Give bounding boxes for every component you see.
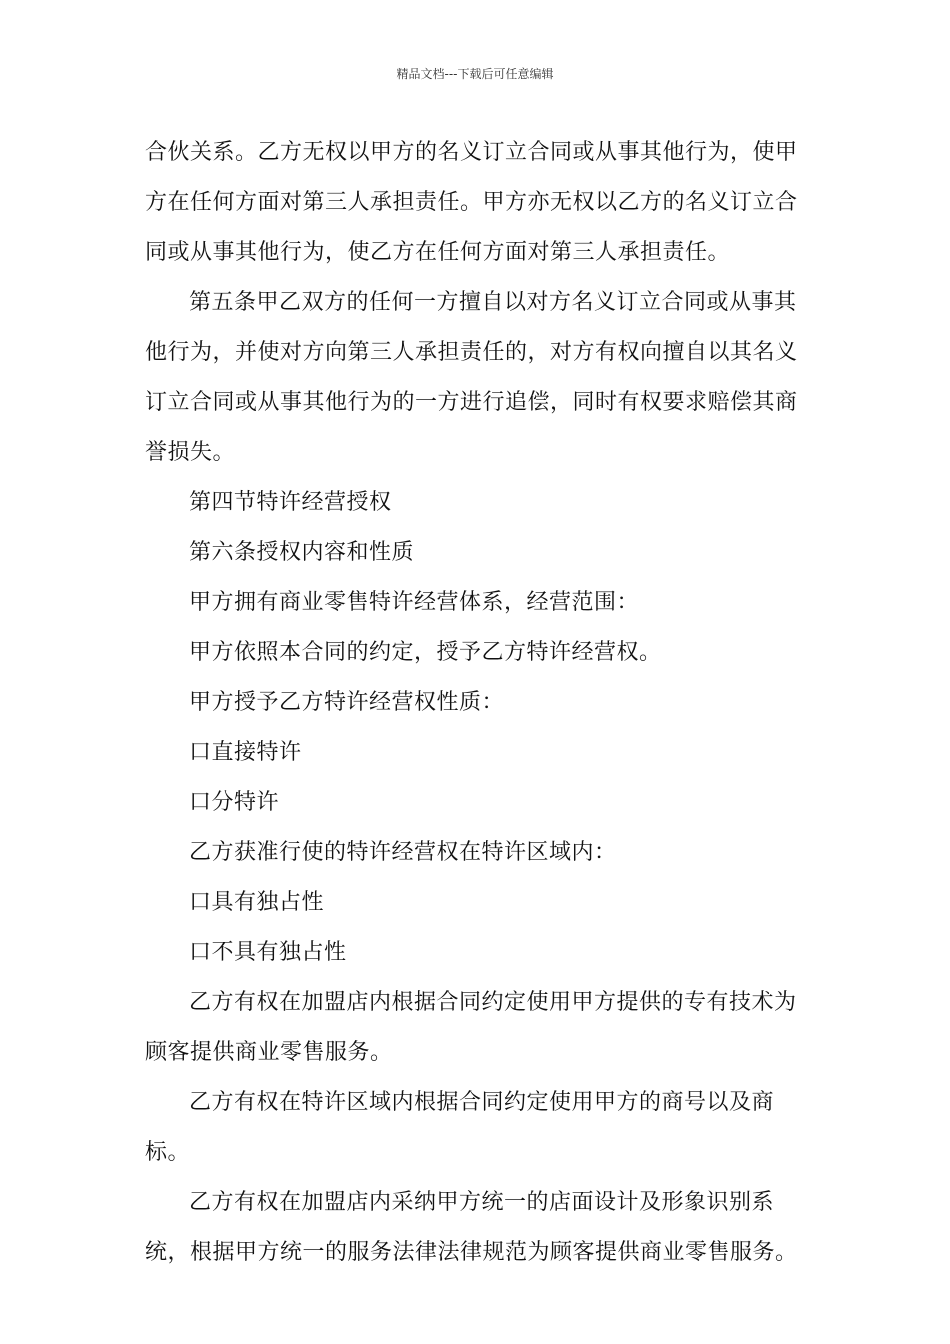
article-6-heading: 第六条授权内容和性质 [189,540,415,565]
paragraph-grant: 甲方依照本合同的约定，授予乙方特许经营权。 [189,640,662,665]
option-non-exclusive: 口不具有独占性 [189,940,347,965]
paragraph-article-5: 第五条甲乙双方的任何一方擅自以对方名义订立合同或从事其他行为，并使对方向第三人承担责任的，对方有权向擅自以其名义订立合同或从事其他行为的一方进行追偿，同时有权要求赔偿其商誉损失。 [145,290,798,465]
page-header: 精品文档---下载后可任意编辑 [396,67,554,81]
option-direct-franchise: 口直接特许 [189,740,302,765]
paragraph-1: 合伙关系。乙方无权以甲方的名义订立合同或从事其他行为，使甲方在任何方面对第三人承担责任。甲方亦无权以乙方的名义订立合同或从事其他行为，使乙方在任何方面对第三人承担责任。 [145,140,798,265]
paragraph-know-how: 乙方有权在加盟店内根据合同约定使用甲方提供的专有技术为顾客提供商业零售服务。 [145,990,797,1065]
paragraph-trademark: 乙方有权在特许区域内根据合同约定使用甲方的商号以及商标。 [145,1090,775,1165]
option-sub-franchise: 口分特许 [189,790,280,815]
paragraph-region: 乙方获准行使的特许经营权在特许区域内： [189,840,617,865]
paragraph-nature: 甲方授予乙方特许经营权性质： [189,690,505,715]
document-body [145,128,817,1278]
paragraph-store-design: 乙方有权在加盟店内采纳甲方统一的店面设计及形象识别系统，根据甲方统一的服务法律法律规范为顾客提供商业零售服务。 [145,1190,798,1265]
option-exclusive: 口具有独占性 [189,890,325,915]
paragraph-business-scope: 甲方拥有商业零售特许经营体系，经营范围： [189,590,640,615]
section-heading-4: 第四节特许经营授权 [189,490,392,515]
